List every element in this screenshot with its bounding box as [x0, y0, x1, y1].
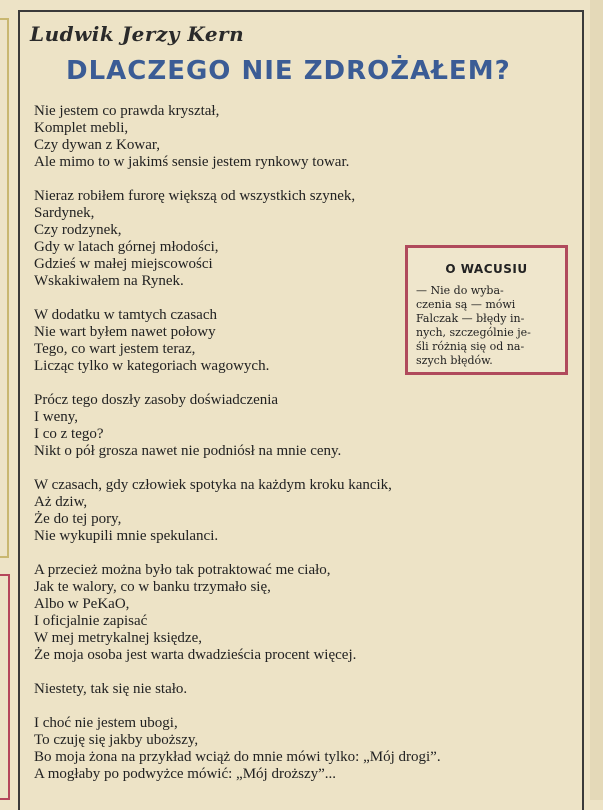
poem-line: Gdy w latach górnej młodości,: [34, 239, 219, 255]
sidebar-line: czenia są — mówi: [416, 298, 516, 311]
poem-line: Że moja osoba jest warta dwadzieścia procent więcej.: [34, 647, 357, 663]
stanza: [34, 681, 579, 698]
poem: [34, 103, 579, 800]
sidebar-line: — Nie do wyba-: [416, 284, 504, 297]
poem-line: Wskakiwałem na Rynek.: [34, 273, 184, 289]
poem-line: I weny,: [34, 409, 79, 425]
poem-line: Licząc tylko w kategoriach wagowych.: [34, 358, 270, 374]
poem-line: To czuję się jakby uboższy,: [34, 732, 199, 748]
poem-line: Że do tej pory,: [34, 511, 122, 527]
poem-line: Komplet mebli,: [34, 120, 129, 136]
left-border-decoration: [0, 18, 9, 558]
poem-line: A przecież można było tak potraktować me ciało,: [34, 562, 331, 578]
poem-line: Czy dywan z Kowar,: [34, 137, 161, 153]
poem-line: Gdzieś w małej miejscowości: [34, 256, 213, 272]
stanza: [34, 562, 579, 664]
poem-line: Czy rodzynek,: [34, 222, 122, 238]
poem-line: Tego, co wart jestem teraz,: [34, 341, 196, 357]
stanza: [34, 477, 579, 545]
poem-line: Bo moja żona na przykład wciąż do mnie mówi tylko: „Mój drogi”.: [34, 749, 441, 765]
author-name: Ludwik Jerzy Kern: [30, 22, 245, 46]
poem-line: Sardynek,: [34, 205, 95, 221]
sidebar-line: nych, szczególnie je-: [416, 326, 531, 339]
poem-line: Nie wart byłem nawet połowy: [34, 324, 216, 340]
sidebar-line: szych błędów.: [416, 354, 493, 367]
sidebar-line: Falczak — błędy in-: [416, 312, 525, 325]
sidebar-line: śli różnią się od na-: [416, 340, 525, 353]
stanza: [34, 715, 579, 783]
poem-line: Ale mimo to w jakimś sensie jestem rynkowy towar.: [34, 154, 350, 170]
stanza: [34, 392, 579, 460]
poem-line: A mogłaby po podwyżce mówić: „Mój droższy”...: [34, 766, 337, 782]
sidebar-title: O WACUSIU: [445, 262, 528, 276]
poem-line: W dodatku w tamtych czasach: [34, 307, 217, 323]
poem-line: I oficjalnie zapisać: [34, 613, 148, 629]
poem-line: Nie jestem co prawda kryształ,: [34, 103, 220, 119]
poem-line: Nikt o pół grosza nawet nie podniósł na mnie ceny.: [34, 443, 342, 459]
poem-line: Albo w PeKaO,: [34, 596, 130, 612]
right-margin: [590, 0, 603, 800]
poem-line: W mej metrykalnej księdze,: [34, 630, 202, 646]
stanza: [34, 103, 579, 171]
article-title: DLACZEGO NIE ZDROŻAŁEM?: [66, 56, 511, 86]
sidebar-box: [405, 245, 568, 375]
poem-line: Niestety, tak się nie stało.: [34, 681, 188, 697]
poem-line: Aż dziw,: [34, 494, 88, 510]
poem-line: Nie wykupili mnie spekulanci.: [34, 528, 219, 544]
poem-line: W czasach, gdy człowiek spotyka na każdym kroku kancik,: [34, 477, 392, 493]
poem-line: I co z tego?: [34, 426, 104, 442]
poem-line: Nieraz robiłem furorę większą od wszystkich szynek,: [34, 188, 356, 204]
poem-line: Prócz tego doszły zasoby doświadczenia: [34, 392, 279, 408]
poem-line: Jak te walory, co w banku trzymało się,: [34, 579, 271, 595]
left-border-decoration-lower: [0, 574, 10, 800]
poem-line: I choć nie jestem ubogi,: [34, 715, 178, 731]
